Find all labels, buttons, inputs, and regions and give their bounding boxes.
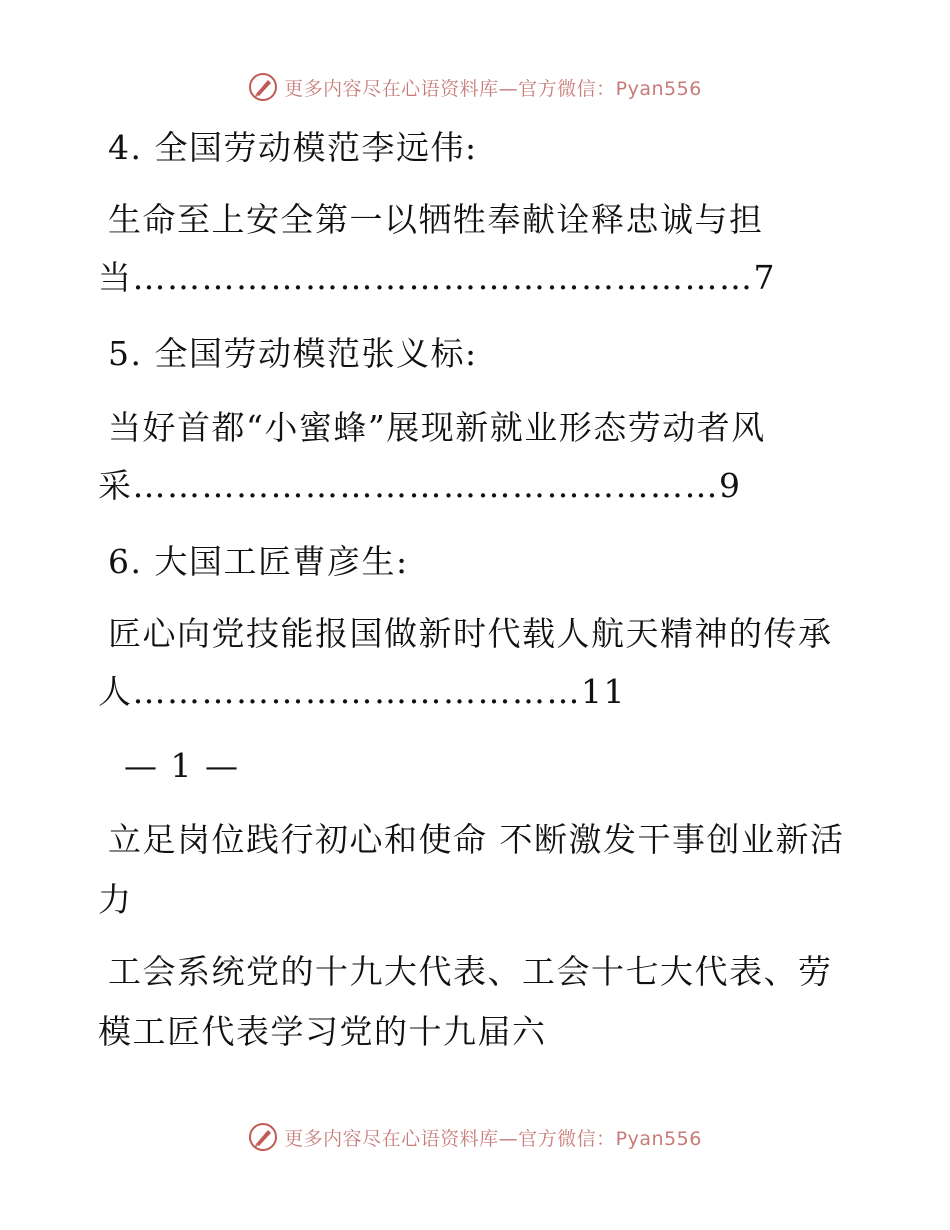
toc-item-4-page: 当………………………………………………7 [98,258,776,297]
toc-item-6-title: 6. 大国工匠曹彦生: [108,542,409,581]
toc-item-5-page: 采……………………………………………9 [98,466,742,505]
toc-item-4-title: 4. 全国劳动模范李远伟: [108,128,478,167]
toc-item-6-desc: 匠心向党技能报国做新时代载人航天精神的传承 [108,614,833,653]
watermark-bottom [0,1122,950,1152]
watermark-text: 更多内容尽在心语资料库—官方微信：Pyan556 [284,1127,702,1150]
toc-item-5-desc: 当好首都“小蜜蜂”展现新就业形态劳动者风 [108,408,766,447]
toc-item-4-desc: 生命至上安全第一以牺牲奉献诠释忠诚与担 [108,200,764,239]
toc-item-6-page: 人…………………………………11 [98,672,626,711]
paragraph-line1: 工会系统党的十九大代表、工会十七大代表、劳 [108,952,833,991]
watermark-top [0,72,950,102]
pen-logo-icon [248,1122,278,1152]
section-heading-line2: 力 [98,880,133,919]
pen-logo-icon [248,72,278,102]
page-number: — 1 — [124,746,240,785]
section-heading-line1: 立足岗位践行初心和使命 不断激发干事创业新活 [108,820,845,859]
toc-item-5-title: 5. 全国劳动模范张义标: [108,334,478,373]
watermark-text: 更多内容尽在心语资料库—官方微信：Pyan556 [284,77,702,100]
paragraph-line2: 模工匠代表学习党的十九届六 [98,1012,547,1051]
